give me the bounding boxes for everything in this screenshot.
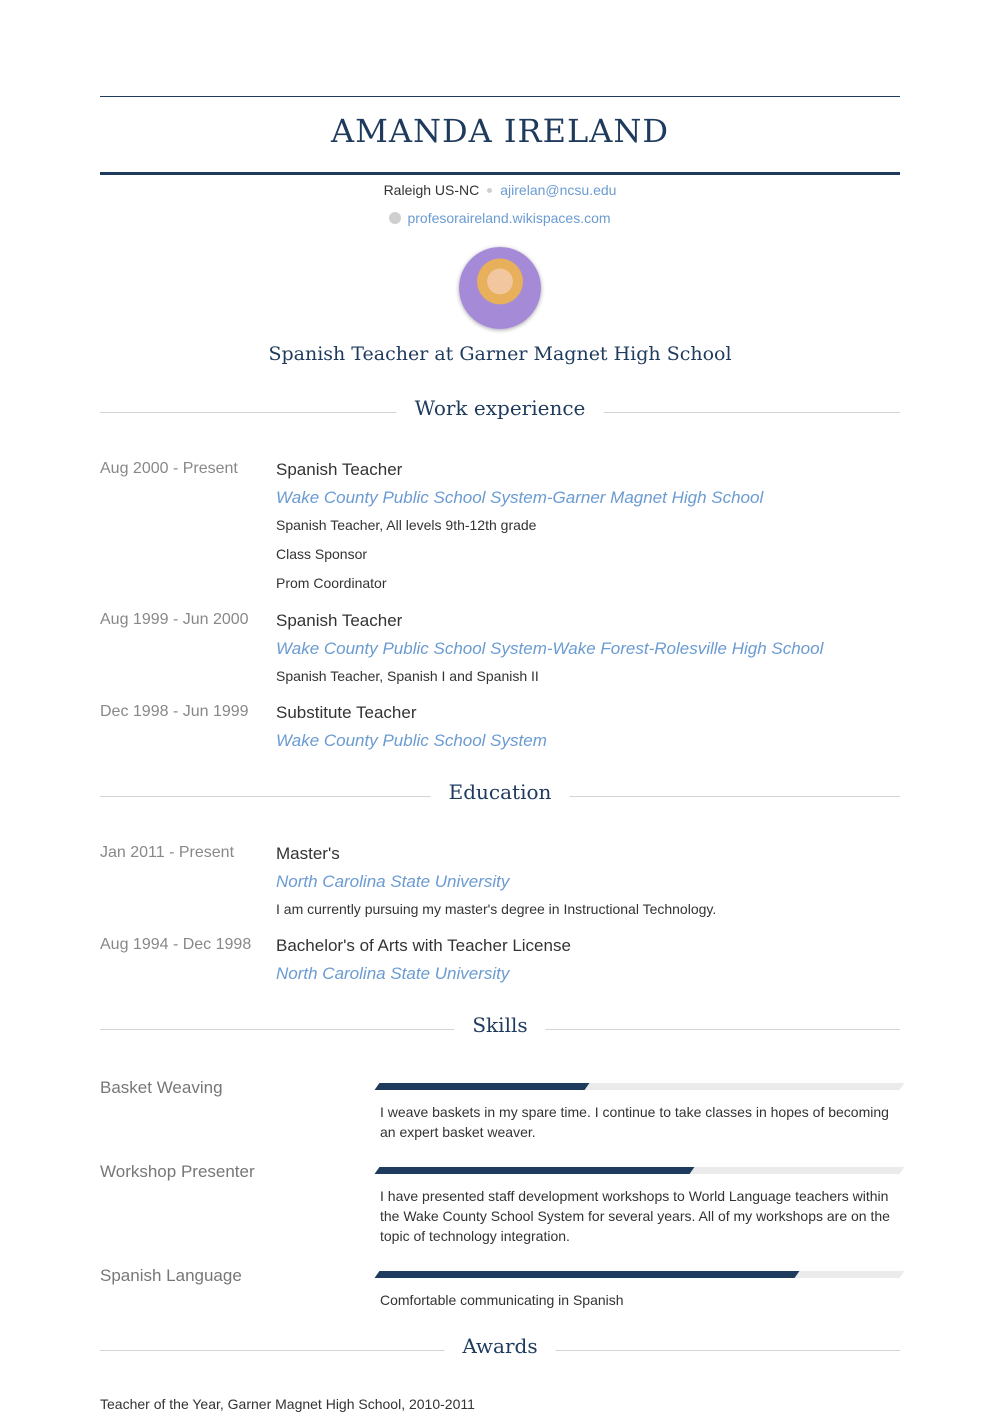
header-bottom-rule (100, 172, 900, 175)
skill-level-fill (375, 1167, 695, 1174)
website-line (100, 210, 900, 226)
section-title: Work experience (397, 396, 604, 420)
skill-level-bar (375, 1083, 905, 1090)
entry-detail: I am currently pursuing my master's degree in Instructional Technology. (276, 901, 717, 917)
entry-dates: Jan 2011 - Present (100, 844, 235, 861)
entry-detail: Prom Coordinator (276, 575, 387, 591)
globe-icon (389, 212, 401, 224)
resume-name: AMANDA IRELAND (330, 112, 670, 150)
skills-heading (100, 1013, 900, 1043)
email-link[interactable]: ajirelan@ncsu.edu (500, 182, 617, 198)
skill-description: I have presented staff development workshops to World Language teachers within the Wake County School System for several years. All of my workshops are on the topic of technology integration. (380, 1188, 890, 1244)
employer: Wake County Public School System (276, 731, 547, 750)
work-experience-heading (100, 396, 900, 426)
skill-description: Comfortable communicating in Spanish (380, 1292, 624, 1308)
header-top-rule (100, 96, 900, 97)
school: North Carolina State University (276, 872, 510, 891)
skill-description: I weave baskets in my spare time. I continue to take classes in hopes of becoming an expert basket weaver. (380, 1104, 889, 1140)
section-title: Skills (454, 1013, 545, 1037)
job-title: Spanish Teacher (276, 611, 403, 630)
section-title: Education (431, 780, 570, 804)
entry-dates: Aug 2000 - Present (100, 460, 238, 477)
skill-name: Basket Weaving (100, 1078, 223, 1097)
job-title: Substitute Teacher (276, 703, 417, 722)
entry-detail: Class Sponsor (276, 546, 368, 562)
employer: Wake County Public School System-Wake Forest-Rolesville High School (276, 639, 824, 658)
entry-dates: Aug 1999 - Jun 2000 (100, 611, 249, 628)
awards-heading (100, 1334, 900, 1364)
skill-level-fill (375, 1271, 800, 1278)
award-item: Teacher of the Year, Garner Magnet High School, 2010-2011 (100, 1396, 475, 1412)
school: North Carolina State University (276, 964, 510, 983)
entry-detail: Spanish Teacher, All levels 9th-12th grade (276, 517, 537, 533)
contact-line (100, 182, 900, 198)
skill-level-bar (375, 1271, 905, 1278)
skill-name: Spanish Language (100, 1266, 242, 1285)
section-title: Awards (444, 1334, 555, 1358)
location-text: Raleigh US-NC (383, 182, 480, 198)
skill-level-bar (375, 1167, 905, 1174)
separator-dot (487, 188, 492, 193)
degree: Bachelor's of Arts with Teacher License (276, 936, 571, 955)
entry-dates: Dec 1998 - Jun 1999 (100, 703, 249, 720)
degree: Master's (276, 844, 340, 863)
website-link[interactable]: profesoraireland.wikispaces.com (407, 210, 611, 226)
skill-level-fill (375, 1083, 590, 1090)
education-heading (100, 780, 900, 810)
entry-detail: Spanish Teacher, Spanish I and Spanish II (276, 668, 539, 684)
profile-photo (459, 247, 541, 329)
employer: Wake County Public School System-Garner Magnet High School (276, 488, 764, 507)
headline: Spanish Teacher at Garner Magnet High School (268, 343, 732, 365)
job-title: Spanish Teacher (276, 460, 403, 479)
entry-dates: Aug 1994 - Dec 1998 (100, 936, 252, 953)
skill-name: Workshop Presenter (100, 1162, 255, 1181)
